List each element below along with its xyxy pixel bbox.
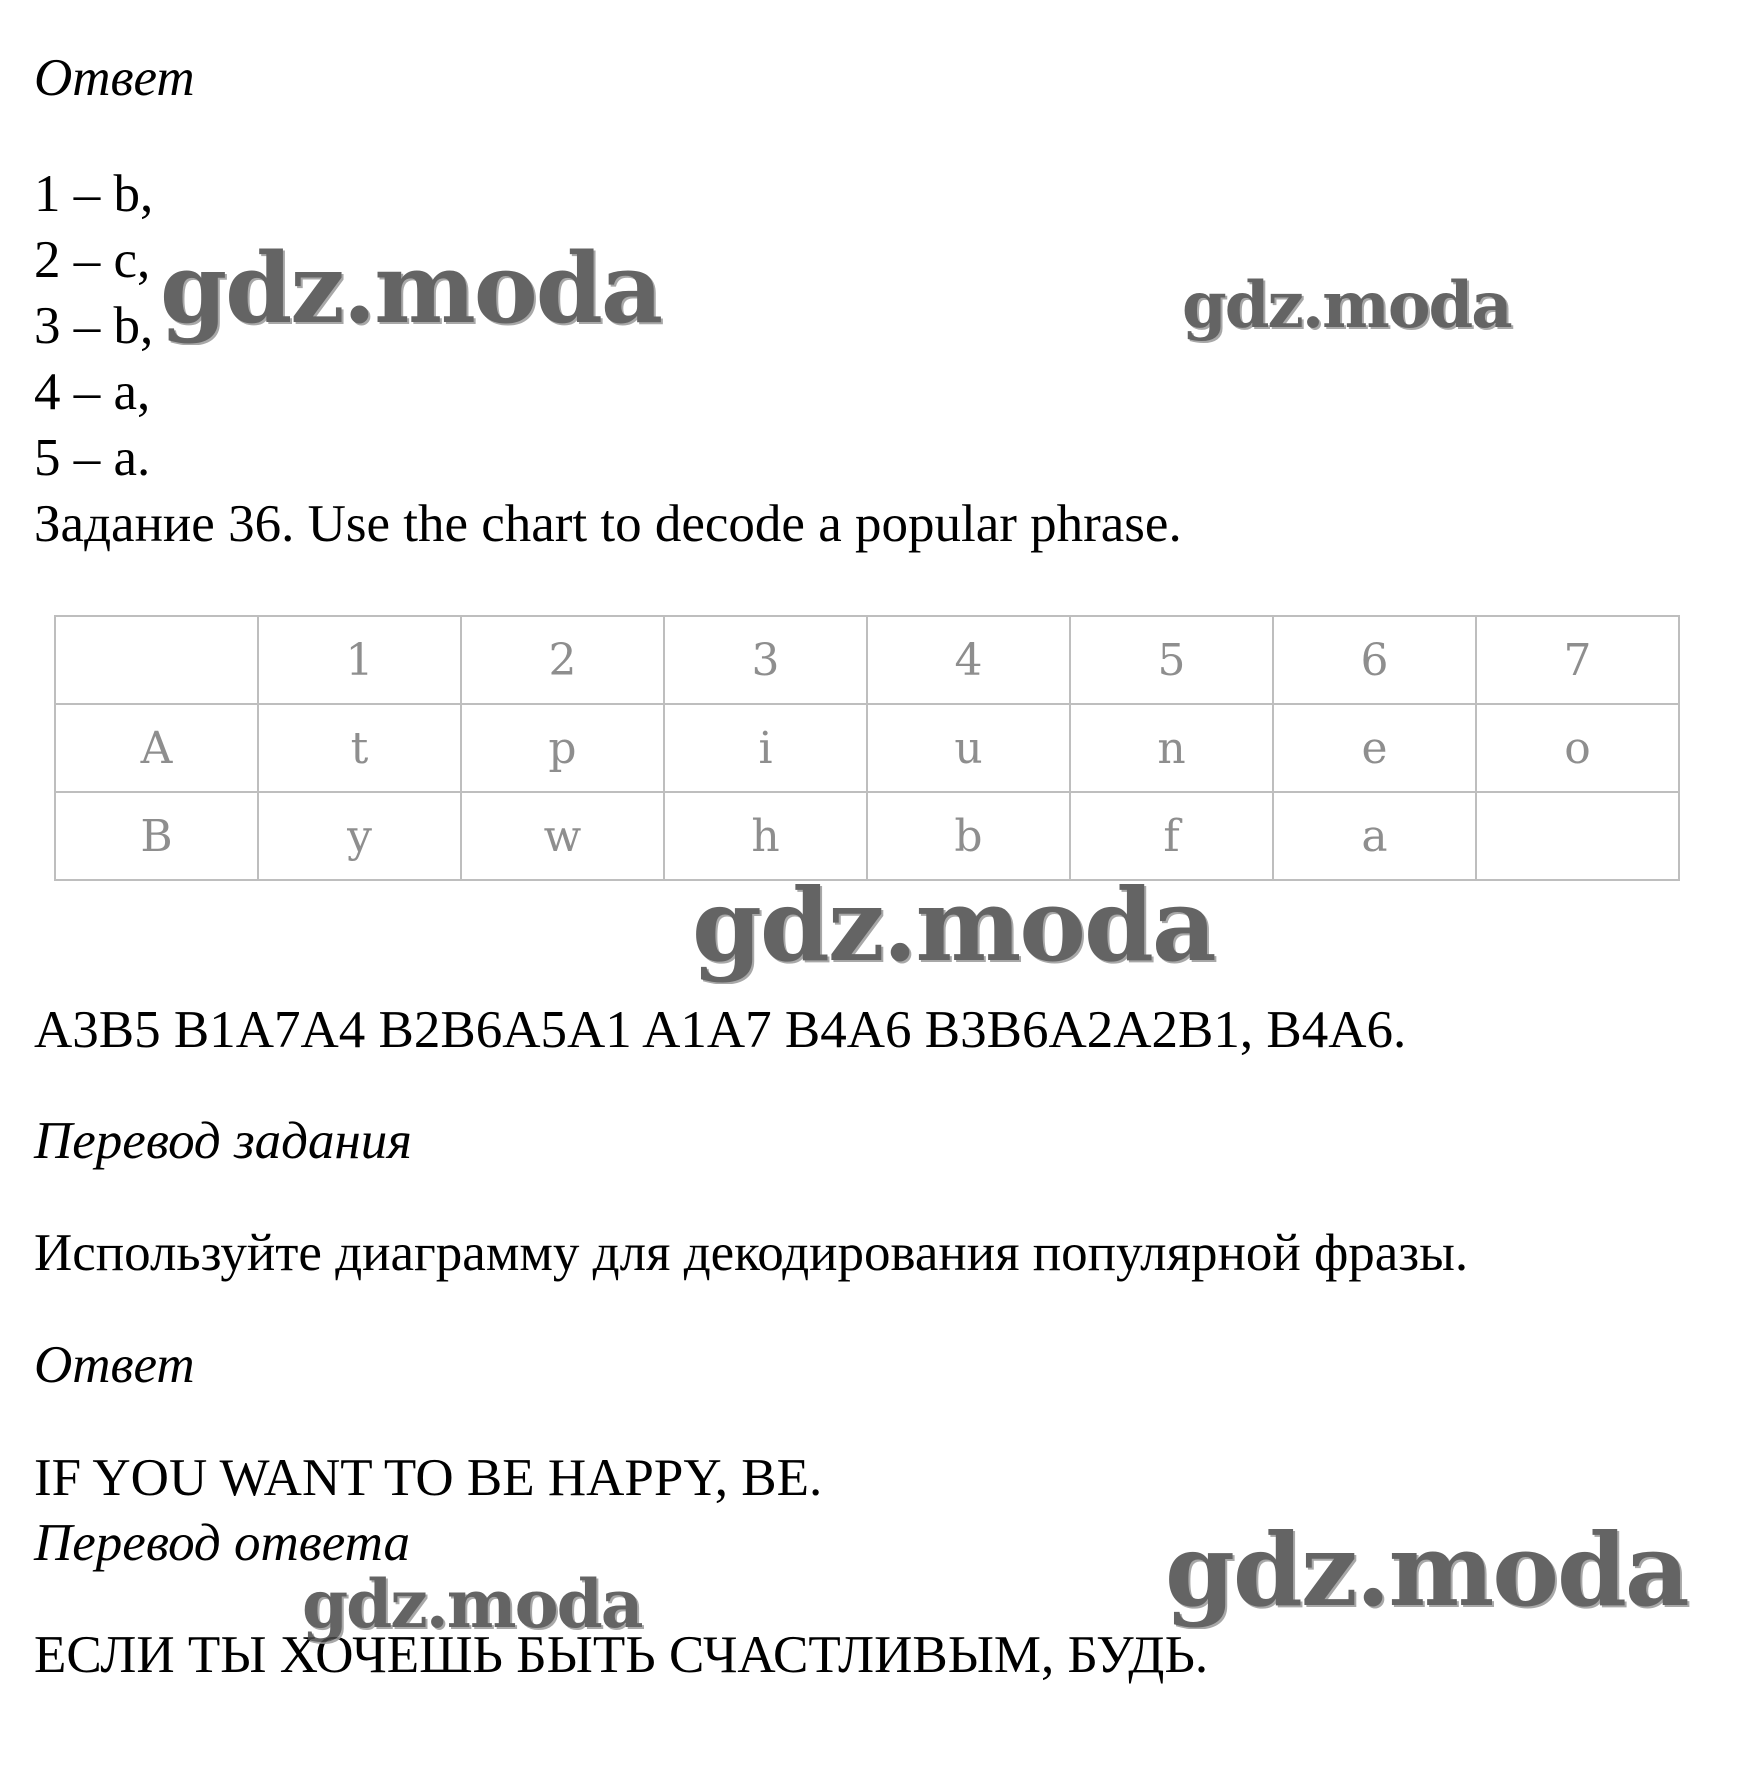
chart-cell: w [461,792,664,880]
watermark: gdz.moda [692,866,1215,984]
chart-cell: h [664,792,867,880]
answer-heading-1: Ответ [34,49,195,107]
chart-col-header: 5 [1070,616,1273,704]
chart-cell: p [461,704,664,792]
task-title: Задание 36. Use the chart to decode a popular phrase. [34,495,1182,553]
decode-chart [54,615,1680,870]
chart-header-row [55,616,1679,704]
translation-text: Используйте диаграмму для декодирования популярной фразы. [34,1224,1469,1282]
chart-row-label: B [55,792,258,880]
chart-cell: f [1070,792,1273,880]
chart-cell: y [258,792,461,880]
watermark: gdz.moda [302,1565,642,1643]
answer-heading-2: Ответ [34,1336,195,1394]
answer-item-5: 5 – a. [34,429,151,487]
chart-cell: n [1070,704,1273,792]
chart-corner-cell [55,616,258,704]
chart-cell: t [258,704,461,792]
decode-table [54,615,1680,881]
chart-col-header: 2 [461,616,664,704]
chart-col-header: 6 [1273,616,1476,704]
chart-cell: e [1273,704,1476,792]
chart-cell: a [1273,792,1476,880]
chart-col-header: 1 [258,616,461,704]
chart-cell: b [867,792,1070,880]
translation-heading: Перевод задания [34,1112,412,1170]
watermark: gdz.moda [160,232,662,345]
chart-cell: u [867,704,1070,792]
chart-row-a [55,704,1679,792]
watermark: gdz.moda [1165,1511,1688,1629]
watermark: gdz.moda [1182,268,1511,343]
chart-col-header: 7 [1476,616,1679,704]
answer-text: IF YOU WANT TO BE HAPPY, BE. [34,1449,823,1507]
chart-col-header: 4 [867,616,1070,704]
chart-cell: o [1476,704,1679,792]
answer-item-2: 2 – c, [34,231,151,289]
code-line: A3B5 B1A7A4 B2B6A5A1 A1A7 B4A6 B3B6A2A2B1, B4A6. [34,1001,1407,1059]
answer-item-4: 4 – a, [34,363,151,421]
chart-row-label: A [55,704,258,792]
answer-translation-text: ЕСЛИ ТЫ ХОЧЕШЬ БЫТЬ СЧАСТЛИВЫМ, БУДЬ. [34,1626,1209,1684]
chart-cell: i [664,704,867,792]
answer-item-3: 3 – b, [34,297,154,355]
answer-translation-heading: Перевод ответа [34,1514,411,1572]
chart-cell [1476,792,1679,880]
answer-item-1: 1 – b, [34,165,154,223]
chart-col-header: 3 [664,616,867,704]
